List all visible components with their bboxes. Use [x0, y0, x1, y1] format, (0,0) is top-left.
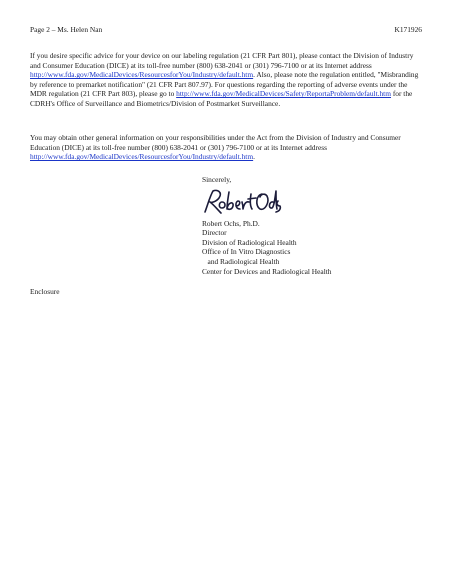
signer-office-line1: Office of In Vitro Diagnostics — [202, 247, 291, 257]
paragraph2-text-b: . — [253, 152, 255, 162]
paragraph2-text-a: You may obtain other general information on your responsibilities under the Act from the Division of Industry and Consumer Education (DICE) at its toll-free number (800) 638-2041 or (301) 796-7100 or at its Internet address — [30, 133, 401, 152]
signer-center: Center for Devices and Radiological Health — [202, 266, 332, 276]
industry-resources-link[interactable]: http://www.fda.gov/MedicalDevices/ResourcesforYou/Industry/default.htm — [30, 70, 254, 80]
header-reference-number: K171926 — [394, 25, 422, 34]
industry-resources-link-2[interactable]: http://www.fda.gov/MedicalDevices/ResourcesforYou/Industry/default.htm — [30, 152, 254, 162]
signer-title: Director — [202, 228, 227, 238]
paragraph1-text-a: If you desire specific advice for your device on our labeling regulation (21 CFR Part 801), please contact the Division of Industry and Consumer Education (DICE) at its toll-free number (800) 638-2041 or (301) 796-7100 or at its Internet address — [30, 51, 414, 70]
enclosure-note: Enclosure — [30, 287, 60, 296]
handwritten-signature — [202, 188, 282, 216]
signer-division: Division of Radiological Health — [202, 237, 297, 247]
page-header — [30, 25, 422, 34]
general-info-paragraph — [30, 133, 422, 162]
paragraph1-text-c: for the CDRH's Office of Surveillance and Biometrics/Division of Postmarket Surveillance. — [30, 89, 413, 108]
signature-block — [202, 175, 422, 276]
signer-name: Robert Ochs, Ph.D. — [202, 218, 260, 228]
labeling-paragraph — [30, 51, 422, 109]
salutation: Sincerely, — [202, 175, 232, 184]
signer-office-line2: and Radiological Health — [202, 256, 280, 266]
header-recipient: Page 2 – Ms. Helen Nan — [30, 25, 103, 34]
paragraph1-text-b: . Also, please note the regulation entitled, "Misbranding by reference to premarket notification" (21 CFR Part 807.97). For questions regarding the reporting of adverse events under the MDR regulation (21 CFR Part 803), please go to — [30, 70, 419, 99]
report-a-problem-link[interactable]: http://www.fda.gov/MedicalDevices/Safety/ReportaProblem/default.htm — [176, 89, 391, 99]
